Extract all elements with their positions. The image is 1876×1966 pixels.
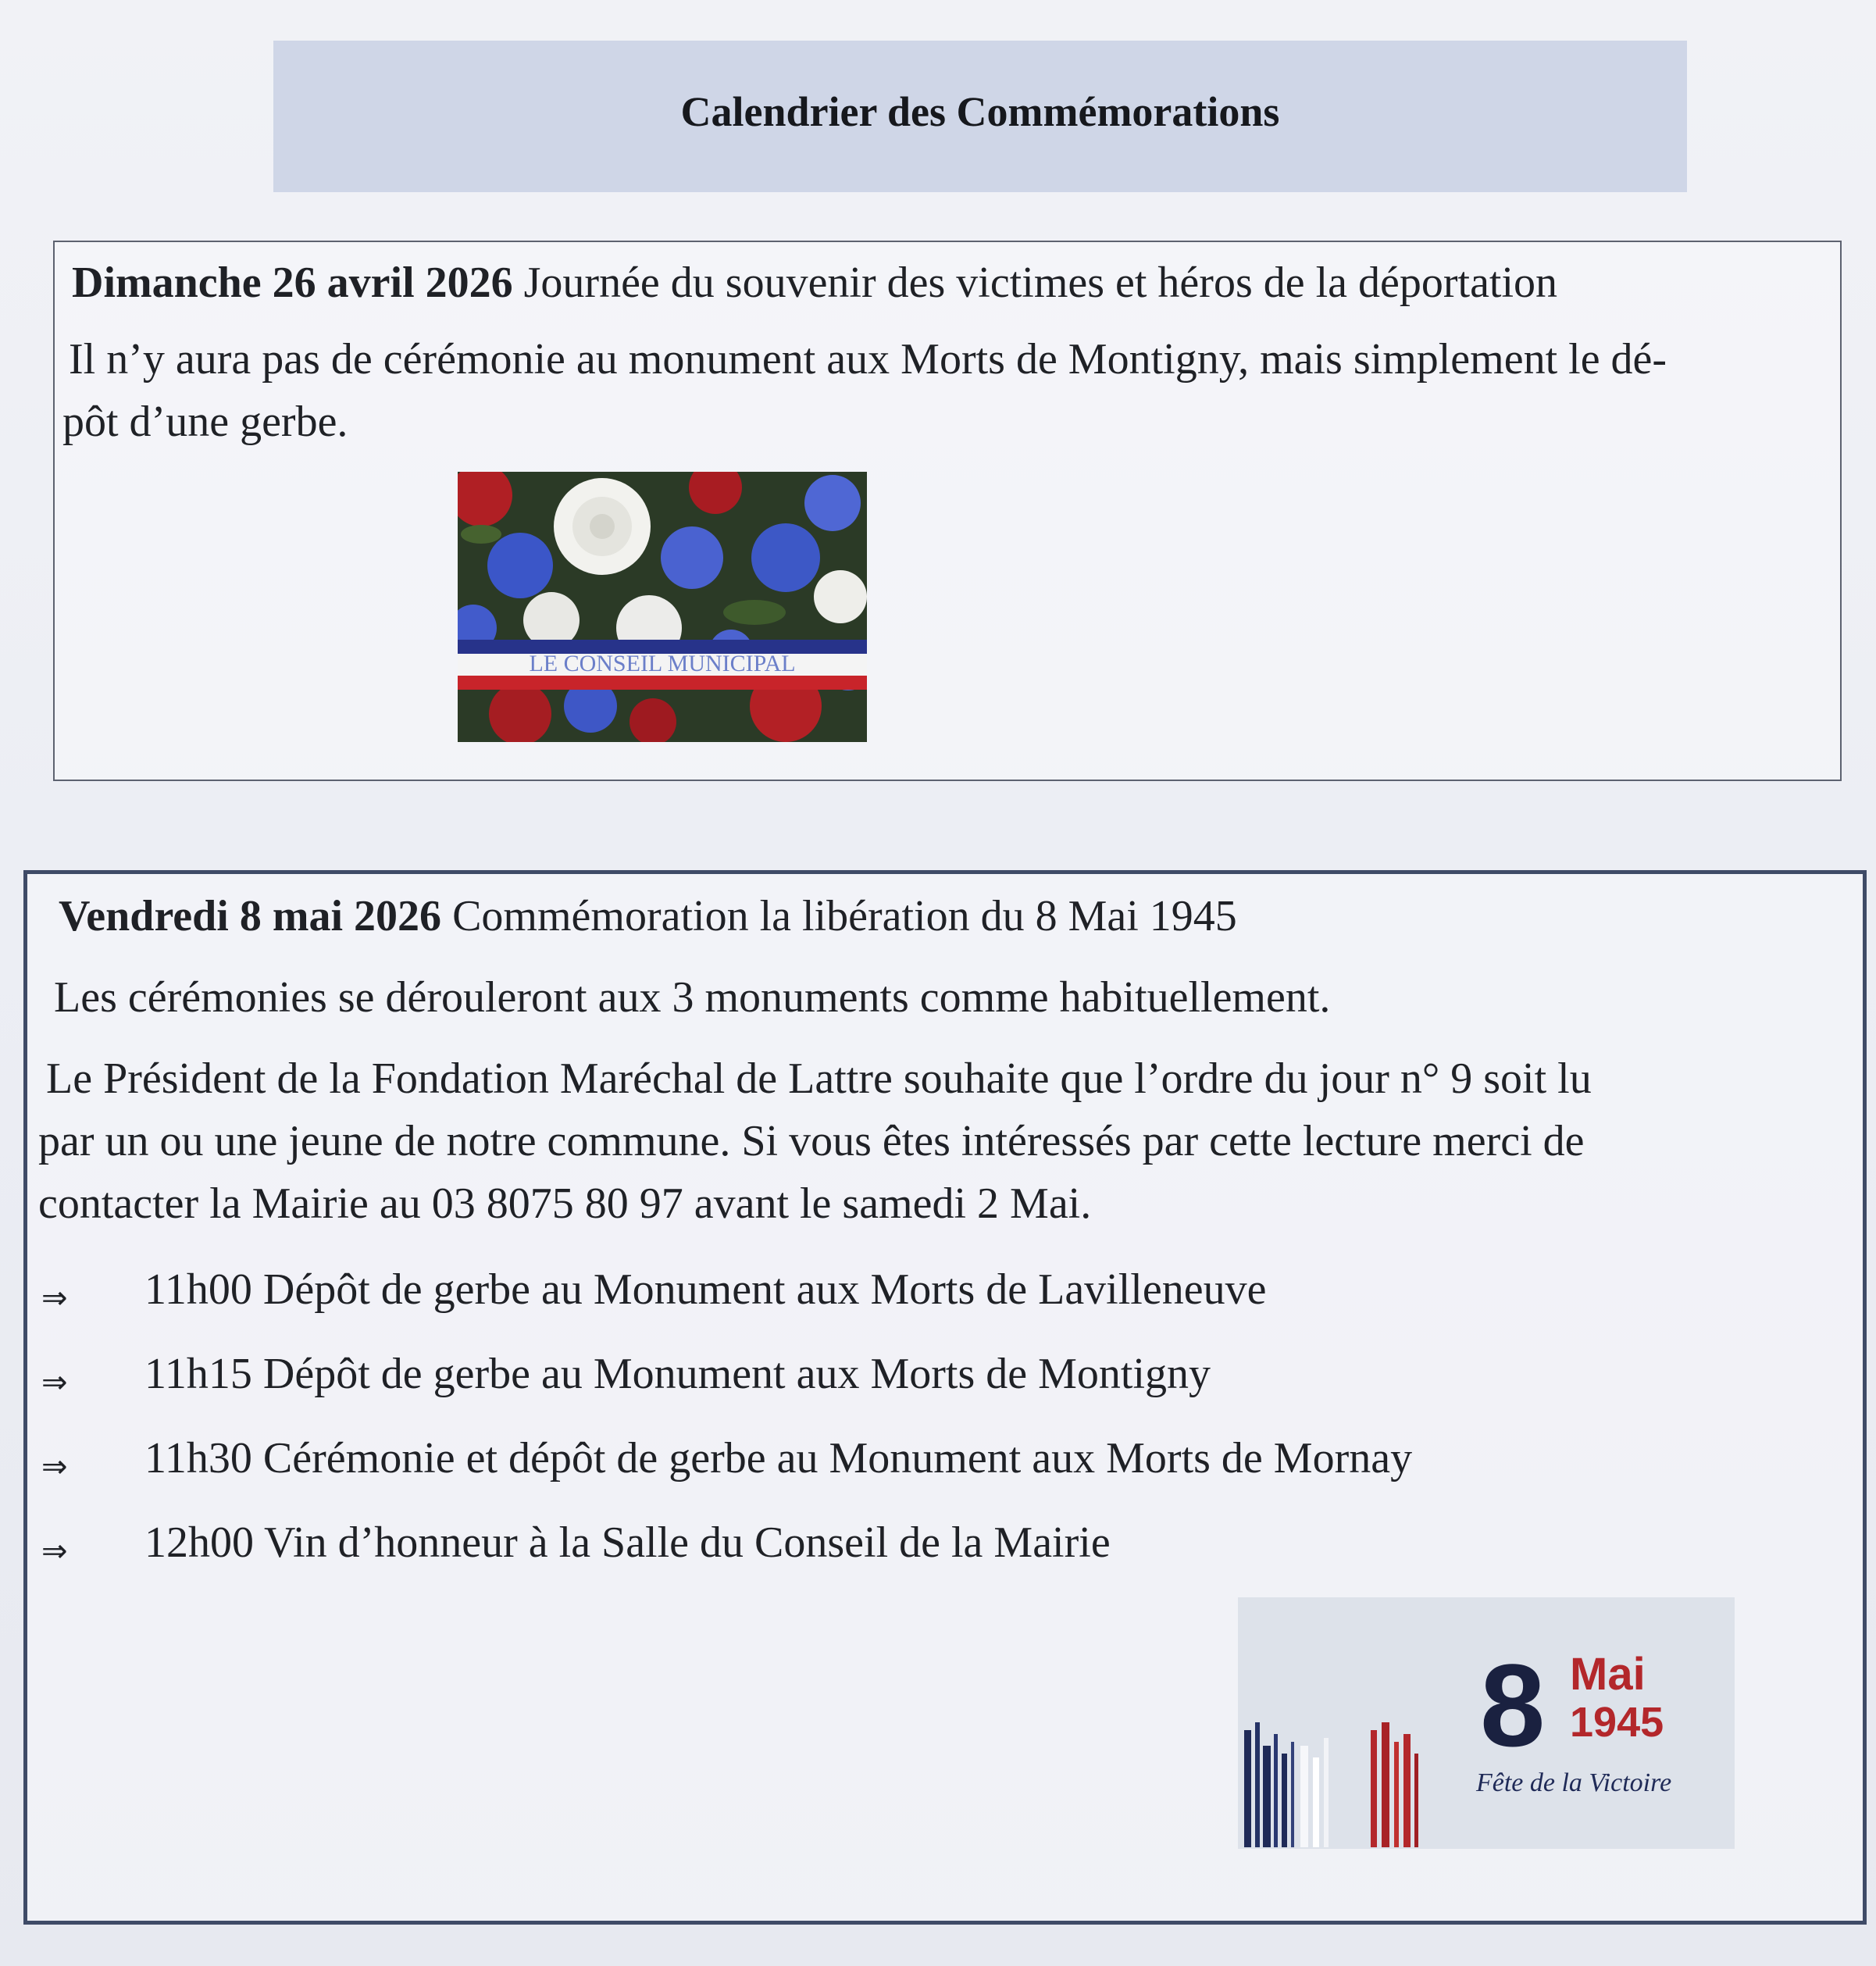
badge-caption: Fête de la Victoire xyxy=(1476,1768,1672,1797)
schedule-item-text: 12h00 Vin d’honneur à la Salle du Conseil de la Mairie xyxy=(144,1518,1111,1567)
event-box-april xyxy=(53,241,1842,781)
schedule-item-text: 11h30 Cérémonie et dépôt de gerbe au Monument aux Morts de Mornay xyxy=(144,1434,1413,1483)
page-title: Calendrier des Commémorations xyxy=(680,88,1280,135)
arrow-icon: ⇒ xyxy=(41,1533,68,1569)
schedule-item xyxy=(27,1265,1511,1327)
event-april-text-line2: pôt d’une gerbe. xyxy=(62,398,348,446)
badge-month: Mai xyxy=(1570,1649,1646,1700)
schedule-item-text: 11h00 Dépôt de gerbe au Monument aux Morts de Lavilleneuve xyxy=(144,1265,1267,1314)
schedule-item xyxy=(27,1349,1511,1411)
badge-year: 1945 xyxy=(1570,1699,1664,1746)
schedule-item xyxy=(27,1433,1511,1496)
badge-day: 8 xyxy=(1480,1640,1546,1771)
arrow-icon: ⇒ xyxy=(41,1449,68,1485)
ribbon-text: LE CONSEIL MUNICIPAL xyxy=(529,651,796,676)
event-may-paragraph2-line3: contacter la Mairie au 03 8075 80 97 avant le samedi 2 Mai. xyxy=(38,1179,1092,1228)
event-may-paragraph2-line1: Le Président de la Fondation Maréchal de Lattre souhaite que l’ordre du jour n° 9 soit lu xyxy=(46,1054,1592,1103)
event-april-date: Dimanche 26 avril 2026 xyxy=(72,259,513,307)
wreath-photo xyxy=(458,472,867,742)
event-april-text-line1: Il n’y aura pas de cérémonie au monument aux Morts de Montigny, mais simplement le dé- xyxy=(69,335,1667,384)
event-box-may xyxy=(23,870,1867,1925)
schedule-item xyxy=(27,1518,1511,1580)
event-may-paragraph2-line2: par un ou une jeune de notre commune. Si vous êtes intéressés par cette lecture merci de xyxy=(38,1117,1585,1165)
event-may-name: Commémoration la libération du 8 Mai 1945 xyxy=(452,892,1237,940)
event-may-paragraph1: Les cérémonies se dérouleront aux 3 monuments comme habituellement. xyxy=(54,973,1331,1022)
victory-day-badge xyxy=(1238,1597,1735,1849)
arrow-icon: ⇒ xyxy=(41,1280,68,1316)
event-april-heading xyxy=(72,258,1557,308)
event-april-name: Journée du souvenir des victimes et héros de la déportation xyxy=(523,259,1558,307)
event-may-date: Vendredi 8 mai 2026 xyxy=(59,892,442,940)
title-banner xyxy=(273,41,1687,192)
event-may-heading xyxy=(59,891,1237,941)
arrow-icon: ⇒ xyxy=(41,1365,68,1400)
schedule-item-text: 11h15 Dépôt de gerbe au Monument aux Morts de Montigny xyxy=(144,1350,1211,1398)
